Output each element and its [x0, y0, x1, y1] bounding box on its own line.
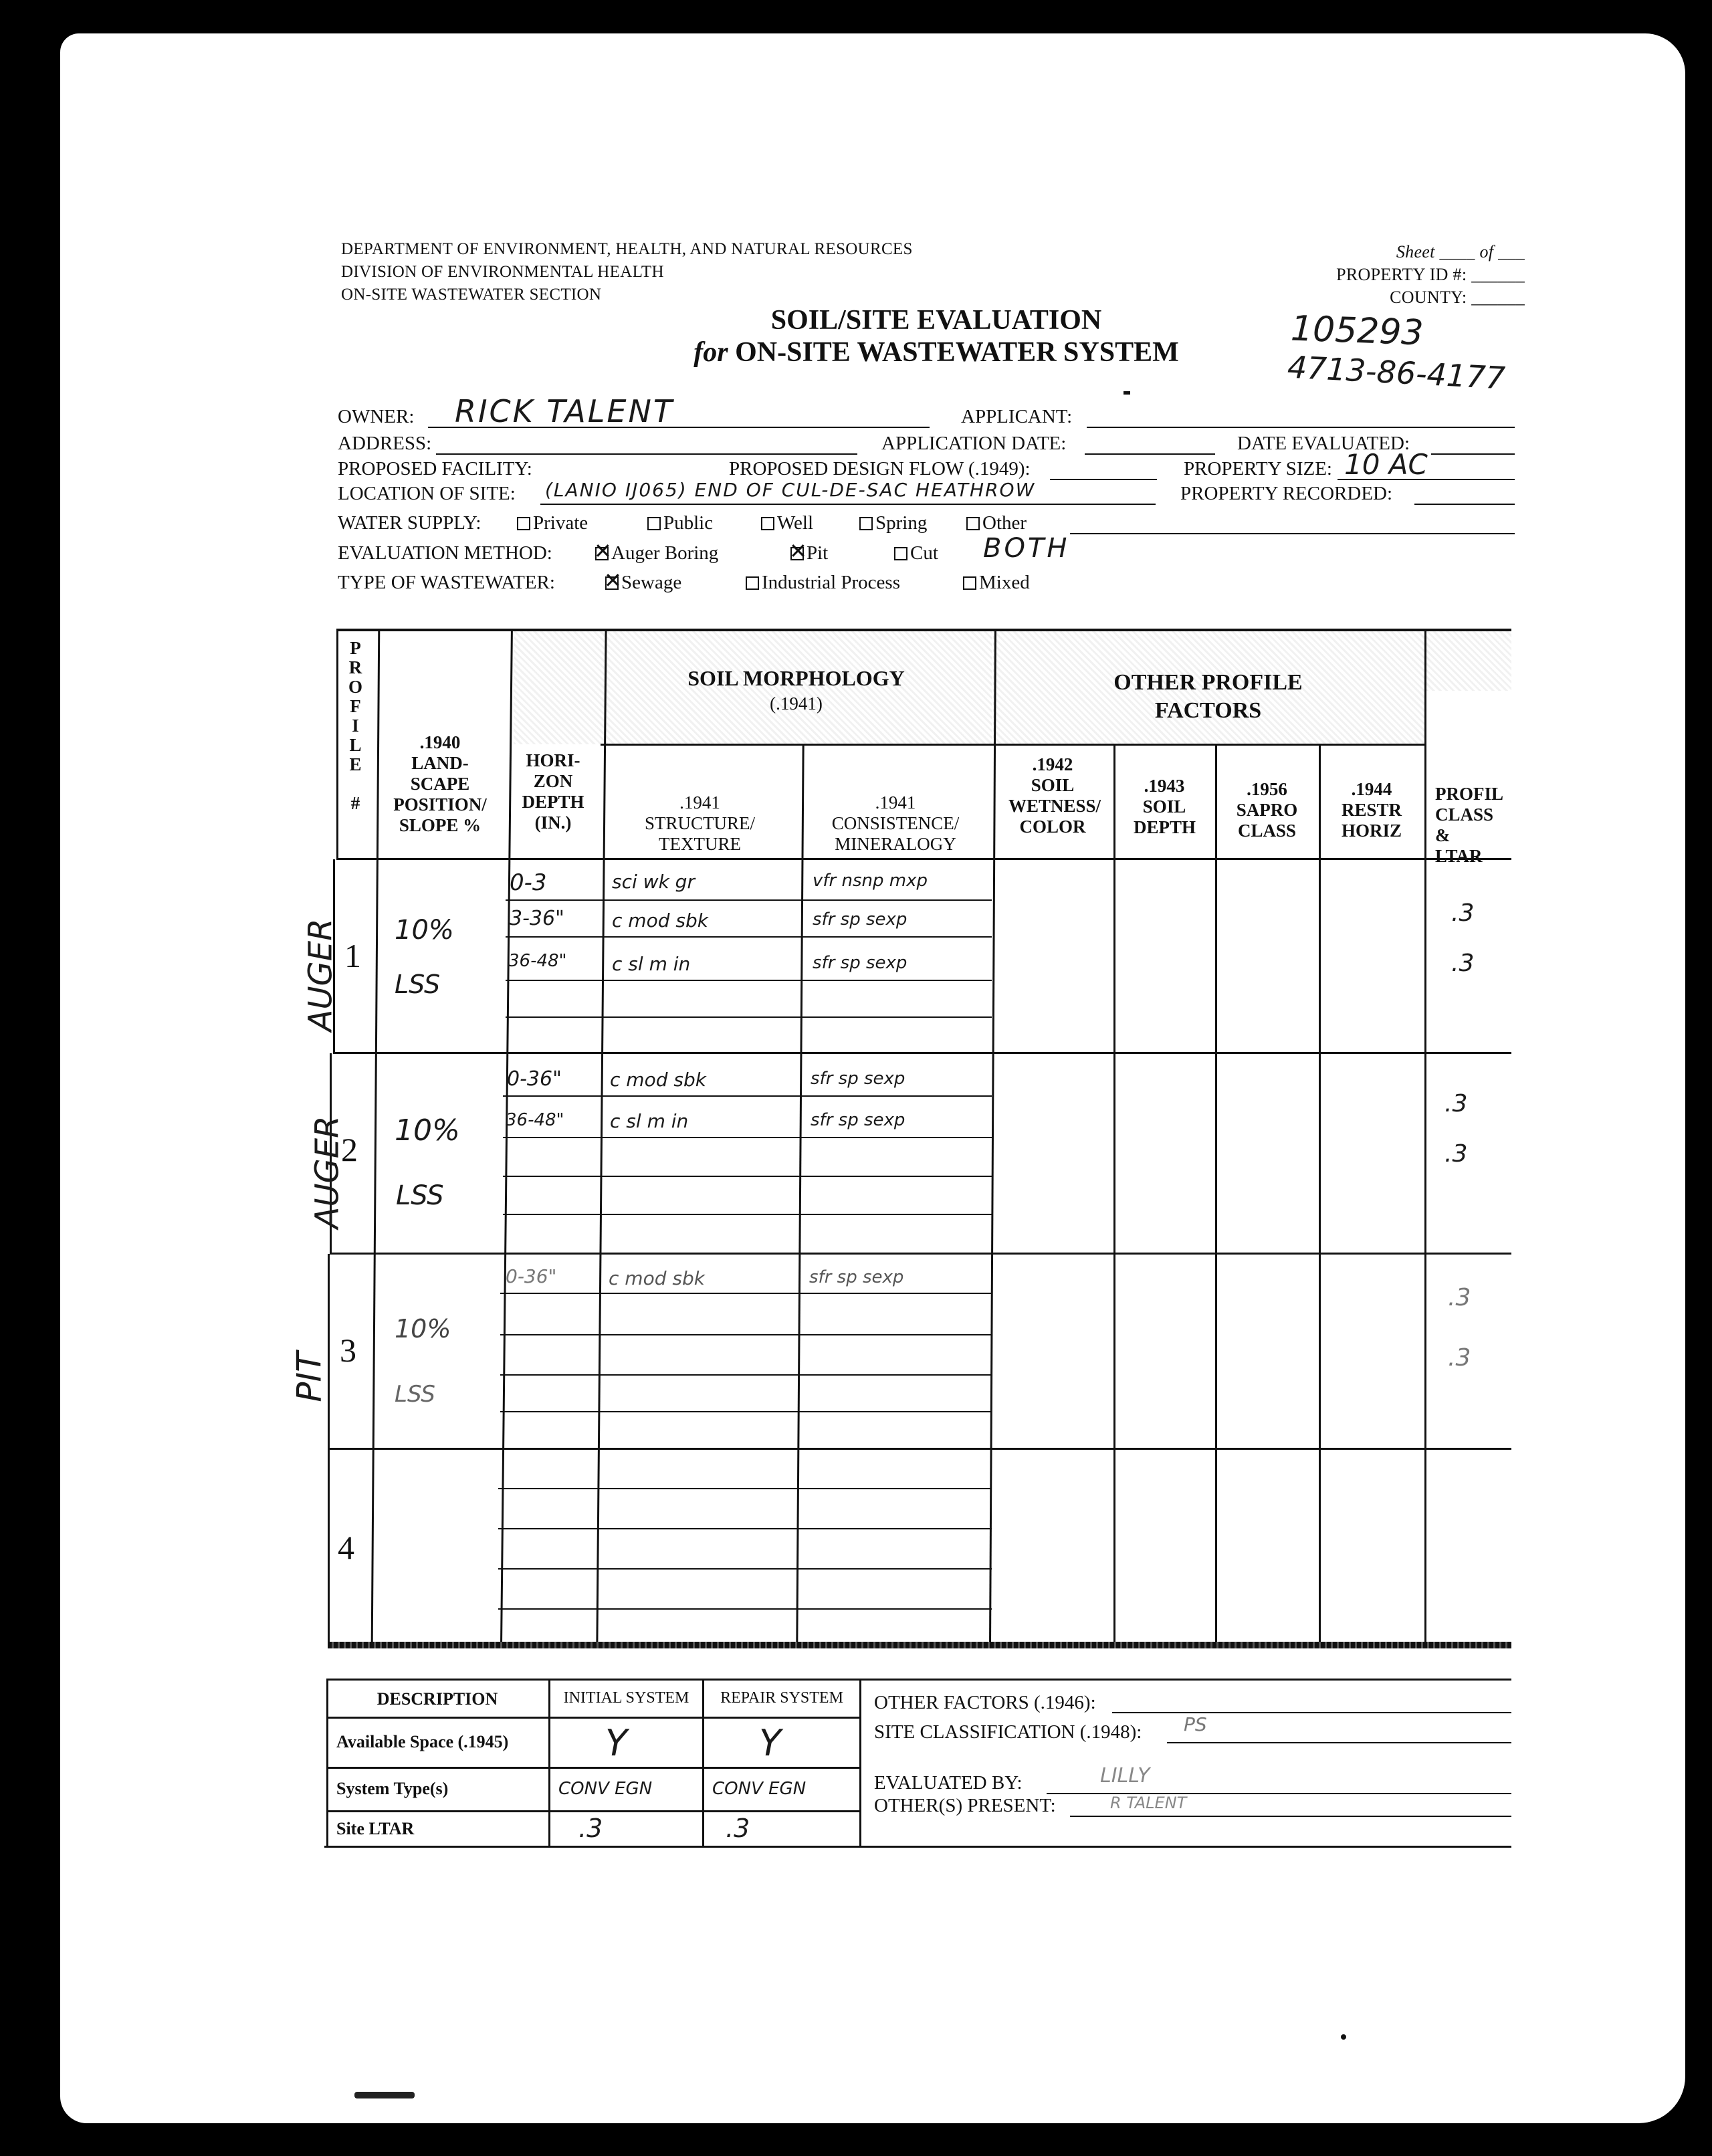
wetness-code: .1942: [1032, 754, 1073, 774]
site-classification-label: SITE CLASSIFICATION (.1948):: [874, 1721, 1142, 1743]
option-label: Pit: [807, 542, 829, 564]
available-space-repair: Y: [759, 1722, 781, 1764]
summary-bottom-border: [324, 1846, 1511, 1848]
horizon-line: [498, 1608, 992, 1610]
consistence-mineralogy: sfr sp sexp: [813, 953, 907, 973]
other-factors-line: [1112, 1712, 1511, 1713]
soil-morphology-code: (.1941): [770, 693, 823, 714]
checkbox-checked[interactable]: [595, 547, 609, 560]
horizon-line: [500, 1374, 992, 1376]
description-header: DESCRIPTION: [377, 1689, 498, 1709]
water-option-public[interactable]: [647, 511, 713, 535]
design-flow-line: [1050, 479, 1157, 480]
title-line2: [602, 336, 1271, 368]
landscape-position: LSS: [395, 1381, 435, 1408]
property-recorded-line: [1414, 504, 1515, 505]
consistence-header: [799, 792, 992, 855]
checkbox[interactable]: [746, 576, 759, 590]
scan-artifact: [1124, 391, 1130, 395]
owner-value: RICK TALENT: [455, 393, 674, 429]
horizon-depth: 36-48": [506, 1110, 564, 1130]
profile-method-note: PIT: [290, 1352, 329, 1402]
title-line1: SOIL/SITE EVALUATION: [770, 305, 1102, 336]
eval-method-note: BOTH: [983, 533, 1070, 564]
landscape-label: LAND- SCAPE POSITION/ SLOPE %: [393, 753, 487, 835]
handwritten-parcel-number: 4713-86-4177: [1286, 348, 1507, 397]
handwritten-property-id: 105293: [1290, 308, 1424, 354]
department-line: DEPARTMENT OF ENVIRONMENT, HEALTH, AND NATURAL RESOURCES: [341, 240, 913, 258]
proposed-facility-label: PROPOSED FACILITY:: [338, 458, 532, 479]
site-ltar-initial: .3: [578, 1814, 603, 1843]
restr-code: .1944: [1351, 779, 1392, 799]
restrictive-horizon-header: [1319, 779, 1424, 841]
site-ltar-repair: .3: [726, 1814, 750, 1843]
consistence-label: CONSISTENCE/ MINERALOGY: [831, 813, 960, 854]
structure-texture: c sl m in: [612, 953, 691, 975]
address-line: [436, 453, 857, 455]
depth-label: SOIL DEPTH: [1134, 796, 1196, 837]
title-rest: ON-SITE WASTEWATER SYSTEM: [735, 337, 1179, 368]
property-recorded-label: PROPERTY RECORDED:: [1180, 483, 1393, 504]
horizon-line: [500, 1293, 992, 1294]
eval-option-cut[interactable]: [894, 541, 938, 565]
horizon-line: [500, 1411, 992, 1412]
property-block: [1291, 241, 1525, 309]
structure-texture: sci wk gr: [612, 871, 695, 893]
consistence-code: .1941: [875, 792, 916, 813]
system-type-initial: CONV EGN: [558, 1779, 653, 1799]
structure-texture: c mod sbk: [609, 1267, 705, 1289]
location-label: LOCATION OF SITE:: [338, 483, 516, 504]
site-ltar-label: Site LTAR: [336, 1819, 415, 1838]
profile-number: 4: [338, 1529, 354, 1566]
applicant-label: APPLICANT:: [961, 406, 1073, 427]
others-present-value: R TALENT: [1110, 1794, 1187, 1812]
checkbox[interactable]: [761, 517, 774, 530]
eval-option-pit[interactable]: [790, 541, 828, 565]
header-shading: [1426, 631, 1511, 691]
horizon-line: [506, 980, 992, 981]
option-label: Cut: [910, 542, 938, 564]
profile-method-note: AUGER: [302, 918, 340, 1032]
profile-class-ltar: .3: [1451, 899, 1475, 927]
restr-col-line: [1424, 629, 1426, 1642]
scan-artifact: [1341, 2034, 1346, 2040]
title-for: for: [693, 337, 728, 368]
horizon-depth: 0-36": [507, 1067, 562, 1091]
section-line: ON-SITE WASTEWATER SECTION: [341, 286, 602, 304]
profile-method-note: AUGER: [308, 1115, 346, 1229]
horizon-line: [506, 1016, 992, 1018]
system-type-label: System Type(s): [336, 1779, 449, 1798]
profile-class-ltar: .3: [1448, 1284, 1471, 1311]
checkbox[interactable]: [647, 517, 661, 530]
restr-label: RESTR HORIZ: [1341, 800, 1402, 841]
water-supply-label: WATER SUPPLY:: [338, 512, 481, 534]
address-label: ADDRESS:: [338, 433, 432, 454]
horizon-depth-header: HORI- ZON DEPTH (IN.): [522, 750, 584, 833]
repair-system-header: REPAIR SYSTEM: [720, 1689, 843, 1707]
consistence-mineralogy: sfr sp sexp: [811, 1069, 905, 1089]
structure-texture: c mod sbk: [612, 909, 708, 932]
profile-class-ltar: .3: [1444, 1090, 1468, 1117]
landscape-slope: 10%: [395, 1314, 451, 1343]
division-line: DIVISION OF ENVIRONMENTAL HEALTH: [341, 263, 664, 281]
location-line: [540, 504, 1156, 505]
water-option-private[interactable]: [517, 511, 588, 535]
landscape-position: LSS: [396, 1180, 444, 1211]
checkbox[interactable]: [894, 547, 907, 560]
initial-system-header: INITIAL SYSTEM: [563, 1689, 689, 1707]
horizon-depth: 0-3: [510, 869, 547, 896]
eval-option-auger[interactable]: [595, 541, 718, 565]
depth-code: .1943: [1144, 776, 1185, 796]
horizon-line: [500, 1334, 992, 1335]
table-bottom-border: [328, 1642, 1511, 1648]
consistence-mineralogy: sfr sp sexp: [809, 1267, 904, 1287]
water-other-line: [1070, 533, 1515, 534]
profile-class-ltar: .3: [1451, 950, 1475, 977]
sapro-code: .1956: [1247, 779, 1287, 799]
location-value: (LANIO IJ065) END OF CUL-DE-SAC HEATHROW: [545, 479, 1036, 501]
landscape-position: LSS: [395, 970, 441, 999]
consistence-mineralogy: sfr sp sexp: [811, 1110, 905, 1130]
property-size-label: PROPERTY SIZE:: [1184, 458, 1332, 479]
sapro-class-header: [1215, 779, 1319, 841]
summary-row-line: [326, 1717, 859, 1719]
county-label: COUNTY:: [1390, 288, 1467, 307]
landscape-position-header: [374, 732, 506, 836]
property-size-value: 10 AC: [1344, 448, 1428, 481]
option-label: Sewage: [621, 572, 682, 593]
option-label: Mixed: [979, 572, 1030, 593]
summary-row-line: [326, 1810, 859, 1812]
header-bottom-line: [336, 858, 1511, 860]
option-label: Industrial Process: [762, 572, 900, 593]
horizon-line: [503, 1137, 992, 1138]
evaluated-by-label: EVALUATED BY:: [874, 1772, 1023, 1794]
owner-label: OWNER:: [338, 406, 415, 427]
landscape-slope: 10%: [395, 1113, 460, 1148]
sheet-label: Sheet: [1396, 242, 1435, 261]
option-label: Well: [777, 512, 814, 534]
structure-code: .1941: [679, 792, 720, 813]
landscape-slope: 10%: [395, 915, 454, 946]
wastewater-option-industrial[interactable]: [746, 570, 900, 595]
sapro-label: SAPRO CLASS: [1236, 800, 1298, 841]
wastewater-option-sewage[interactable]: [605, 570, 681, 595]
checkbox-checked[interactable]: [790, 547, 804, 560]
soil-depth-header: [1113, 776, 1215, 838]
option-label: Public: [663, 512, 714, 534]
horizon-depth: 0-36": [506, 1265, 557, 1287]
horizon-line: [498, 1568, 992, 1570]
option-label: Spring: [875, 512, 928, 534]
date-evaluated-line: [1431, 453, 1515, 455]
design-flow-label: PROPOSED DESIGN FLOW (.1949):: [729, 458, 1031, 479]
profile-number: 1: [344, 937, 361, 974]
profile-number: 3: [340, 1331, 356, 1369]
scan-artifact: [354, 2092, 415, 2098]
depth-col-line: [1215, 744, 1217, 1642]
checkbox[interactable]: [963, 576, 976, 590]
soil-morphology-header: [601, 665, 992, 716]
horizon-depth: 36-48": [508, 951, 567, 971]
water-option-well[interactable]: [761, 511, 813, 535]
available-space-label: Available Space (.1945): [336, 1732, 509, 1751]
department-header: [341, 238, 913, 306]
checkbox-checked[interactable]: [605, 576, 619, 590]
row-separator: [328, 1448, 1511, 1450]
option-label: Private: [533, 512, 588, 534]
summary-top-border: [328, 1679, 1511, 1681]
application-date-label: APPLICATION DATE:: [881, 433, 1067, 454]
summary-row-line: [326, 1767, 859, 1769]
profile-number-header: P R O F I L E #: [348, 638, 362, 813]
water-option-spring[interactable]: [859, 511, 927, 535]
consistence-mineralogy: vfr nsnp mxp: [813, 871, 928, 891]
sapro-col-line: [1319, 744, 1321, 1642]
wetness-label: SOIL WETNESS/ COLOR: [1008, 775, 1101, 837]
water-option-other[interactable]: [966, 511, 1027, 535]
applicant-line: [1087, 427, 1515, 428]
horizon-line: [503, 1176, 992, 1177]
others-present-label: OTHER(S) PRESENT:: [874, 1795, 1056, 1816]
profile-number: 2: [341, 1131, 358, 1168]
sheet-of: of: [1479, 242, 1494, 261]
profile-class-ltar: .3: [1444, 1140, 1468, 1168]
structure-texture: c sl m in: [610, 1110, 689, 1132]
profile-class-header: PROFIL CLASS & LTAR: [1435, 784, 1503, 866]
soil-wetness-header: [992, 754, 1113, 837]
row-separator: [330, 1253, 1511, 1255]
sheet-line: Sheet ____ of ___: [1396, 242, 1525, 261]
row-separator: [333, 1052, 1511, 1054]
wastewater-type-label: TYPE OF WASTEWATER:: [338, 572, 555, 593]
evaluated-by-value: LILLY: [1100, 1764, 1150, 1788]
others-present-line: [1070, 1816, 1511, 1817]
system-type-repair: CONV EGN: [712, 1779, 807, 1799]
site-classification-line: [1167, 1742, 1511, 1743]
horizon-line: [506, 936, 992, 938]
structure-texture: c mod sbk: [610, 1069, 706, 1091]
property-id-label: PROPERTY ID #:: [1336, 265, 1467, 284]
evaluation-method-label: EVALUATION METHOD:: [338, 542, 552, 564]
option-label: Other: [982, 512, 1027, 534]
other-factors-header: OTHER PROFILE FACTORS: [1113, 670, 1303, 723]
checkbox[interactable]: [517, 517, 530, 530]
application-date-line: [1085, 453, 1215, 455]
horizon-line: [498, 1528, 992, 1529]
wastewater-option-mixed[interactable]: [963, 570, 1030, 595]
structure-label: STRUCTURE/ TEXTURE: [644, 813, 756, 854]
other-factors-label: OTHER FACTORS (.1946):: [874, 1692, 1096, 1713]
wetness-col-line: [1113, 744, 1115, 1642]
system-summary: [324, 1679, 1511, 1849]
date-evaluated-label: DATE EVALUATED:: [1237, 433, 1410, 454]
horizon-depth: 3-36": [510, 907, 564, 930]
form-title: [602, 304, 1271, 368]
profile-class-ltar: .3: [1448, 1344, 1471, 1372]
property-id-line: PROPERTY ID #: ______: [1336, 265, 1525, 284]
site-classification-value: PS: [1184, 1713, 1207, 1735]
option-label: Auger Boring: [611, 542, 719, 564]
horizon-line: [503, 1214, 992, 1215]
landscape-code: .1940: [419, 732, 461, 752]
available-space-initial: Y: [605, 1722, 627, 1764]
consistence-mineralogy: sfr sp sexp: [813, 909, 907, 930]
horizon-line: [498, 1488, 992, 1489]
summary-col-line: [859, 1679, 861, 1848]
header-split-line: [601, 744, 1424, 746]
horizon-line: [506, 899, 992, 901]
county-line: COUNTY: ______: [1390, 288, 1525, 307]
checkbox[interactable]: [859, 517, 873, 530]
checkbox[interactable]: [966, 517, 980, 530]
soil-morphology-title: SOIL MORPHOLOGY: [687, 666, 905, 690]
structure-header: [601, 792, 799, 855]
horizon-line: [503, 1095, 992, 1097]
